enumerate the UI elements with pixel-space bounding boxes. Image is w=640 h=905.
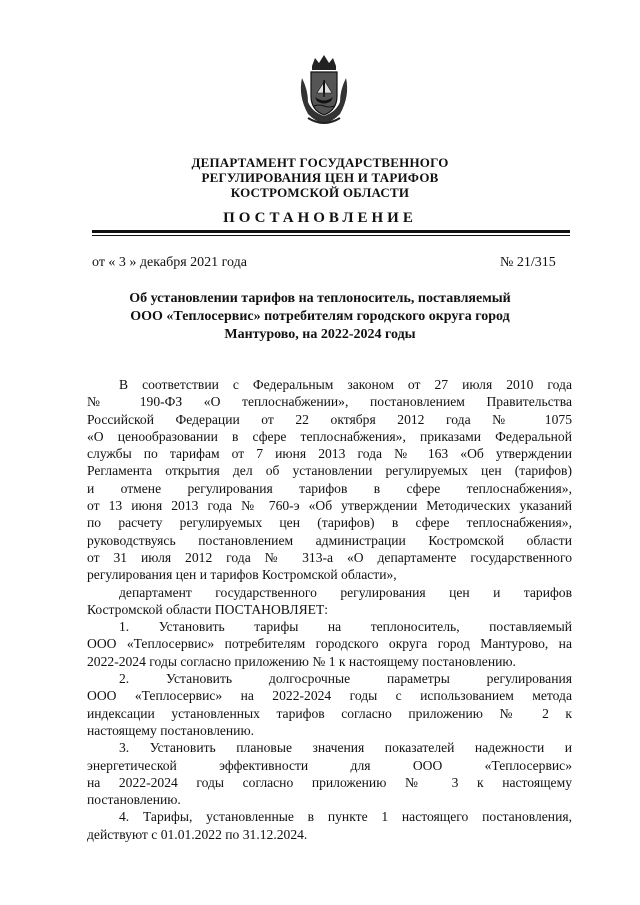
body-line: департамент государственного регулирования цен и тарифов [119, 584, 572, 600]
body-line: Российской Федерации от 22 октября 2012 года № 1075 [87, 411, 572, 427]
body-line: В соответствии с Федеральным законом от 27 июля 2010 года [119, 377, 572, 392]
body-line: на 2022-2024 годы согласно приложению № 3 к настоящему [87, 774, 572, 790]
body-line: энергетической эффективности для ООО «Теплосервис» [87, 757, 572, 773]
body-line: по расчету регулируемых цен (тарифов) в сфере теплоснабжения», [87, 515, 572, 531]
department-line: КОСТРОМСКОЙ ОБЛАСТИ [230, 185, 410, 200]
body-line: 2022-2024 годы согласно приложению № 1 к настоящему постановлению. [87, 653, 516, 669]
department-name [0, 155, 640, 200]
body-line: от 31 июля 2012 года № 313-а «О департаменте государственного [87, 549, 572, 565]
body-line: «О ценообразовании в сфере теплоснабжения», приказами Федеральной [87, 428, 572, 444]
document-date: от « 3 » декабря 2021 года [92, 255, 247, 270]
document-title [0, 290, 640, 344]
body-line: 2. Установить долгосрочные параметры регулирования [119, 671, 572, 687]
title-line: Об установлении тарифов на теплоноситель, поставляемый [129, 291, 511, 306]
header-divider-thick [92, 230, 570, 233]
body-line: и отмене регулирования тарифов в сфере теплоснабжения», [87, 480, 572, 496]
body-line: Регламента открытия дел об установлении регулируемых цен (тарифов) [87, 463, 572, 479]
header-divider-thin [92, 235, 570, 236]
body-line: регулирования цен и тарифов Костромской области», [87, 567, 397, 583]
body-line: руководствуясь постановлением администрации Костромской области [87, 532, 572, 548]
document-type: ПОСТАНОВЛЕНИЕ [223, 210, 417, 226]
body-line: 3. Установить плановые значения показателей надежности и [119, 740, 572, 756]
body-line: 4. Тарифы, установленные в пункте 1 настоящего постановления, [119, 809, 572, 825]
coat-of-arms-emblem-icon [296, 52, 352, 126]
department-line: РЕГУЛИРОВАНИЯ ЦЕН И ТАРИФОВ [201, 170, 439, 185]
body-line: постановлению. [87, 792, 181, 808]
body-line: службы по тарифам от 7 июня 2013 года № 163 «Об утверждении [87, 446, 572, 462]
body-line: индексации установленных тарифов согласно приложению № 2 к [87, 705, 572, 721]
title-line: Мантурово, на 2022-2024 годы [224, 327, 416, 342]
document-number: № 21/315 [500, 255, 556, 270]
body-line: № 190-ФЗ «О теплоснабжении», постановлением Правительства [87, 394, 572, 410]
body-line: Костромской области ПОСТАНОВЛЯЕТ: [87, 601, 329, 617]
body-line: ООО «Теплосервис» потребителям городского округа город Мантурово, на [87, 636, 572, 652]
body-line: действуют с 01.01.2022 по 31.12.2024. [87, 826, 308, 842]
title-line: ООО «Теплосервис» потребителям городского округа город [130, 309, 510, 324]
department-line: ДЕПАРТАМЕНТ ГОСУДАРСТВЕННОГО [191, 155, 449, 170]
body-line: от 13 июня 2013 года № 760-э «Об утверждении Методических указаний [87, 498, 572, 514]
body-line: 1. Установить тарифы на теплоноситель, поставляемый [119, 619, 572, 635]
body-line: ООО «Теплосервис» на 2022-2024 годы с использованием метода [87, 688, 572, 704]
body-line: настоящему постановлению. [87, 722, 255, 738]
document-body [87, 376, 572, 843]
